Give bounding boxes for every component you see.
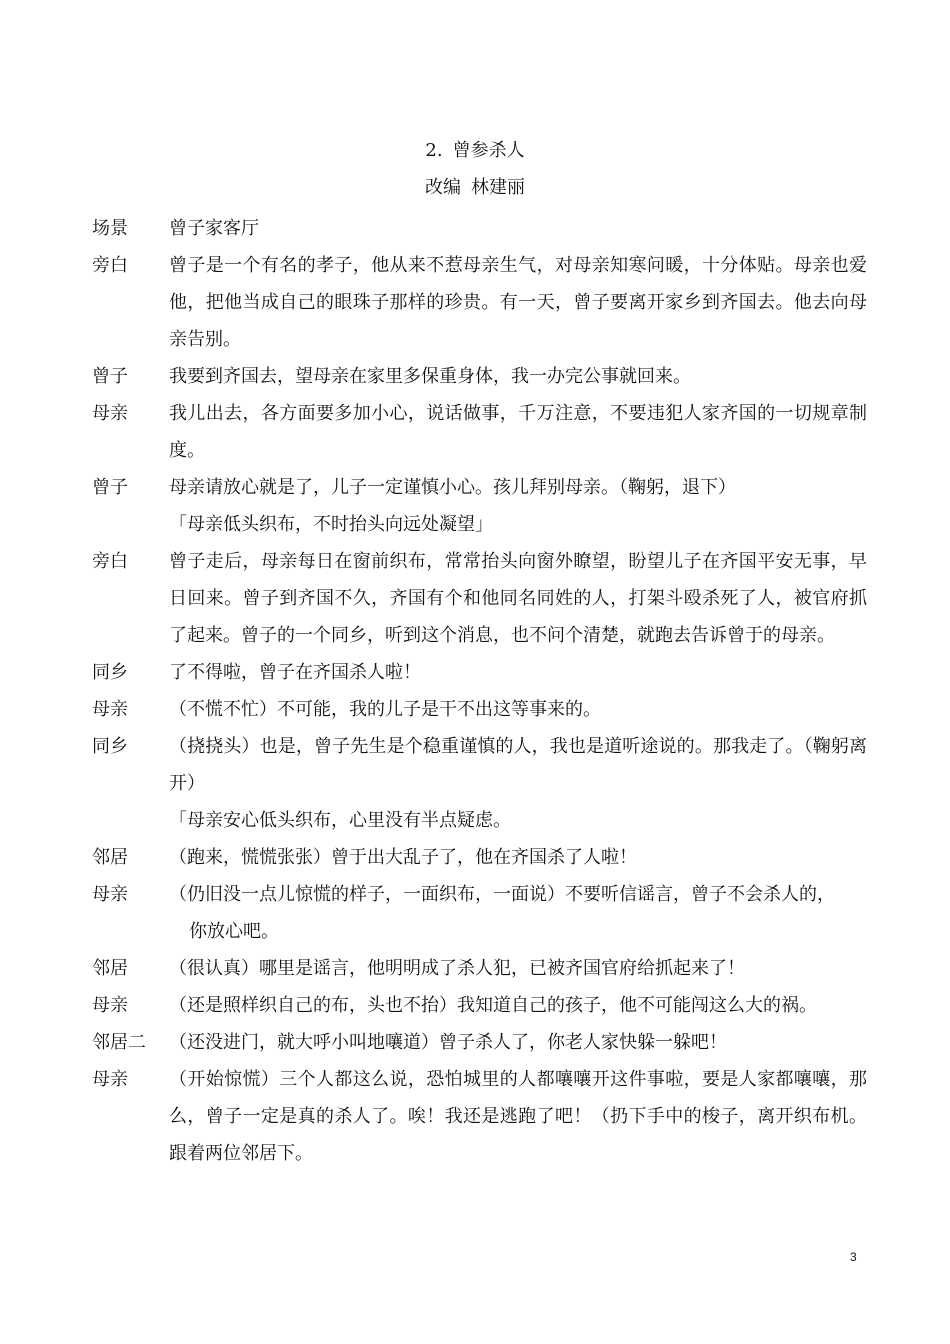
title-number: 2. — [425, 140, 443, 161]
line-text: 我儿出去，各方面要多加小心，说话做事，千万注意，不要违犯人家齐国的一切规章制度。 — [169, 403, 867, 461]
script-body — [92, 210, 867, 1172]
line-text: （仍旧没一点儿惊慌的样子，一面织布，一面说）不要听信谣言，曾子不会杀人的， — [169, 884, 835, 905]
speaker-label: 同乡 — [92, 736, 128, 757]
stage-direction — [92, 802, 867, 839]
speaker-label — [92, 802, 169, 839]
script-line — [92, 247, 867, 358]
line-text: 曾子走后，母亲每日在窗前织布，常常抬头向窗外瞭望，盼望儿子在齐国平安无事，早日回来。曾子到齐国不久，齐国有个和他同名同姓的人，打架斗殴杀死了人，被官府抓了起来。曾子的一个同乡，听到这个消息，也不问个清楚，就跑去告诉曾于的母亲。 — [169, 551, 867, 646]
speaker-label: 母亲 — [92, 1069, 128, 1090]
script-line — [92, 950, 867, 987]
script-line — [92, 1024, 867, 1061]
line-text: （还没进门，就大呼小叫地嚷道）曾子杀人了，你老人家快躲一躲吧！ — [169, 1032, 727, 1053]
script-line — [92, 395, 867, 469]
line-text: 曾子是一个有名的孝子，他从来不惹母亲生气，对母亲知寒问暖，十分体贴。母亲也爱他，把他当成自己的眼珠子那样的珍贵。有一天，曾子要离开家乡到齐国去。他去向母亲告别。 — [169, 255, 867, 350]
speaker-label: 曾子 — [92, 477, 128, 498]
adaptation-label: 改编 — [425, 177, 461, 198]
speaker-label: 旁白 — [92, 255, 128, 276]
speaker-label: 曾子 — [92, 366, 128, 387]
line-text: 了不得啦，曾子在齐国杀人啦！ — [169, 662, 421, 683]
author-line — [0, 176, 950, 200]
speaker-label: 同乡 — [92, 662, 128, 683]
speaker-label: 母亲 — [92, 699, 128, 720]
script-line — [92, 210, 867, 247]
title-text: 曾参杀人 — [452, 140, 525, 161]
speaker-label — [92, 506, 169, 543]
script-line — [92, 654, 867, 691]
line-text: （开始惊慌）三个人都这么说，恐怕城里的人都嚷嚷开这件事啦，要是人家都嚷嚷，那么，曾子一定是真的杀人了。唉！我还是逃跑了吧！（扔下手中的梭子，离开织布机。跟着两位邻居下。 — [169, 1069, 867, 1164]
line-text: 「母亲安心低头织布，心里没有半点疑虑。 — [169, 810, 511, 831]
speaker-label: 旁白 — [92, 551, 128, 572]
script-line — [92, 543, 867, 654]
line-text: （很认真）哪里是谣言，他明明成了杀人犯，已被齐国官府给抓起来了！ — [169, 958, 745, 979]
line-text: （挠挠头）也是，曾子先生是个稳重谨慎的人，我也是道听途说的。那我走了。（鞠躬离开） — [169, 736, 867, 794]
line-text: 「母亲低头织布，不时抬头向远处凝望」 — [169, 514, 493, 535]
script-line — [92, 728, 867, 802]
speaker-label: 邻居二 — [92, 1032, 146, 1053]
line-text: 曾子家客厅 — [169, 218, 259, 239]
script-line — [92, 839, 867, 876]
script-title — [0, 139, 950, 163]
script-line — [92, 876, 867, 950]
line-continuation: 你放心吧。 — [189, 921, 279, 942]
page-number: 3 — [850, 1250, 857, 1264]
line-text: （还是照样织自己的布，头也不抬）我知道自己的孩子，他不可能闯这么大的祸。 — [169, 995, 817, 1016]
line-text: 我要到齐国去，望母亲在家里多保重身体，我一办完公事就回来。 — [169, 366, 691, 387]
speaker-label: 场景 — [92, 218, 128, 239]
script-line — [92, 691, 867, 728]
script-line — [92, 987, 867, 1024]
author-name: 林建丽 — [471, 177, 525, 198]
speaker-label: 邻居 — [92, 958, 128, 979]
line-text: （不慌不忙）不可能，我的儿子是干不出这等事来的。 — [169, 699, 601, 720]
speaker-label: 邻居 — [92, 847, 128, 868]
speaker-label: 母亲 — [92, 884, 128, 905]
script-line — [92, 358, 867, 395]
line-text-block — [169, 876, 867, 950]
script-line — [92, 469, 867, 506]
line-text: 母亲请放心就是了，儿子一定谨慎小心。孩儿拜别母亲。（鞠躬，退下） — [169, 477, 736, 498]
speaker-label: 母亲 — [92, 403, 128, 424]
line-text: （跑来，慌慌张张）曾于出大乱子了，他在齐国杀了人啦！ — [169, 847, 637, 868]
speaker-label: 母亲 — [92, 995, 128, 1016]
stage-direction — [92, 506, 867, 543]
script-line — [92, 1061, 867, 1172]
